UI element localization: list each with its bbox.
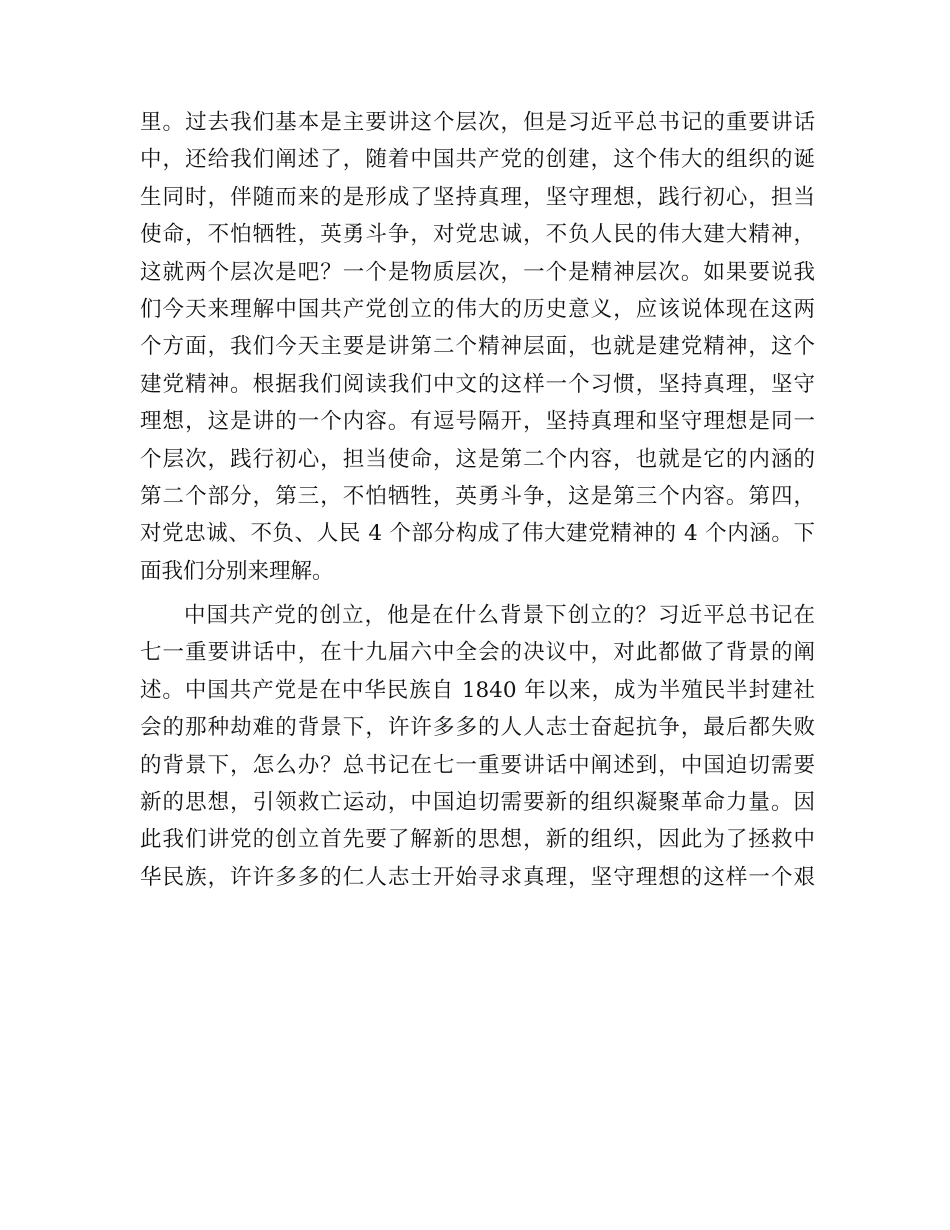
text-line: 建党精神。根据我们阅读我们中文的这样一个习惯，坚持真理，坚守 [140, 371, 815, 397]
paragraph-spacer [140, 590, 815, 597]
text-line: 们今天来理解中国共产党创立的伟大的历史意义，应该说体现在这两 [140, 296, 815, 322]
text-line: 中国共产党的创立，他是在什么背景下创立的？习近平总书记在 [184, 603, 815, 629]
text-line: 使命，不怕牺牲，英勇斗争，对党忠诚，不负人民的伟大建大精神， [140, 222, 815, 248]
paragraph-2 [140, 597, 815, 896]
text-line: 理想，这是讲的一个内容。有逗号隔开，坚持真理和坚守理想是同一 [140, 409, 815, 435]
text-line: 个方面，我们今天主要是讲第二个精神层面，也就是建党精神，这个 [140, 334, 815, 360]
text-line: 华民族，许许多多的仁人志士开始寻求真理，坚守理想的这样一个艰 [140, 864, 815, 890]
text-line: 里。过去我们基本是主要讲这个层次，但是习近平总书记的重要讲话 [140, 110, 815, 135]
text-line: 述。中国共产党是在中华民族自 1840 年以来，成为半殖民半封建社 [140, 677, 815, 703]
text-line: 此我们讲党的创立首先要了解新的思想，新的组织，因此为了拯救中 [140, 827, 815, 853]
text-line: 个层次，践行初心，担当使命，这是第二个内容，也就是它的内涵的 [140, 446, 815, 472]
text-line: 生同时，伴随而来的是形成了坚持真理，坚守理想，践行初心，担当 [140, 184, 815, 210]
text-line: 这就两个层次是吧？一个是物质层次，一个是精神层次。如果要说我 [140, 259, 815, 285]
text-line: 的背景下，怎么办？总书记在七一重要讲话中阐述到，中国迫切需要 [140, 752, 815, 778]
text-line: 中，还给我们阐述了，随着中国共产党的创建，这个伟大的组织的诞 [140, 147, 815, 173]
text-line: 会的那种劫难的背景下，许许多多的人人志士奋起抗争，最后都失败 [140, 715, 815, 741]
paragraph-1 [140, 104, 815, 590]
text-line: 面我们分别来理解。 [140, 558, 334, 584]
text-line: 第二个部分，第三，不怕牺牲，英勇斗争，这是第三个内容。第四， [140, 483, 815, 509]
text-line: 新的思想，引领救亡运动，中国迫切需要新的组织凝聚革命力量。因 [140, 790, 815, 816]
body-text [140, 104, 815, 896]
text-line: 对党忠诚、不负、人民 4 个部分构成了伟大建党精神的 4 个内涵。下 [140, 521, 815, 547]
text-line: 七一重要讲话中，在十九届六中全会的决议中，对此都做了背景的阐 [140, 640, 815, 666]
